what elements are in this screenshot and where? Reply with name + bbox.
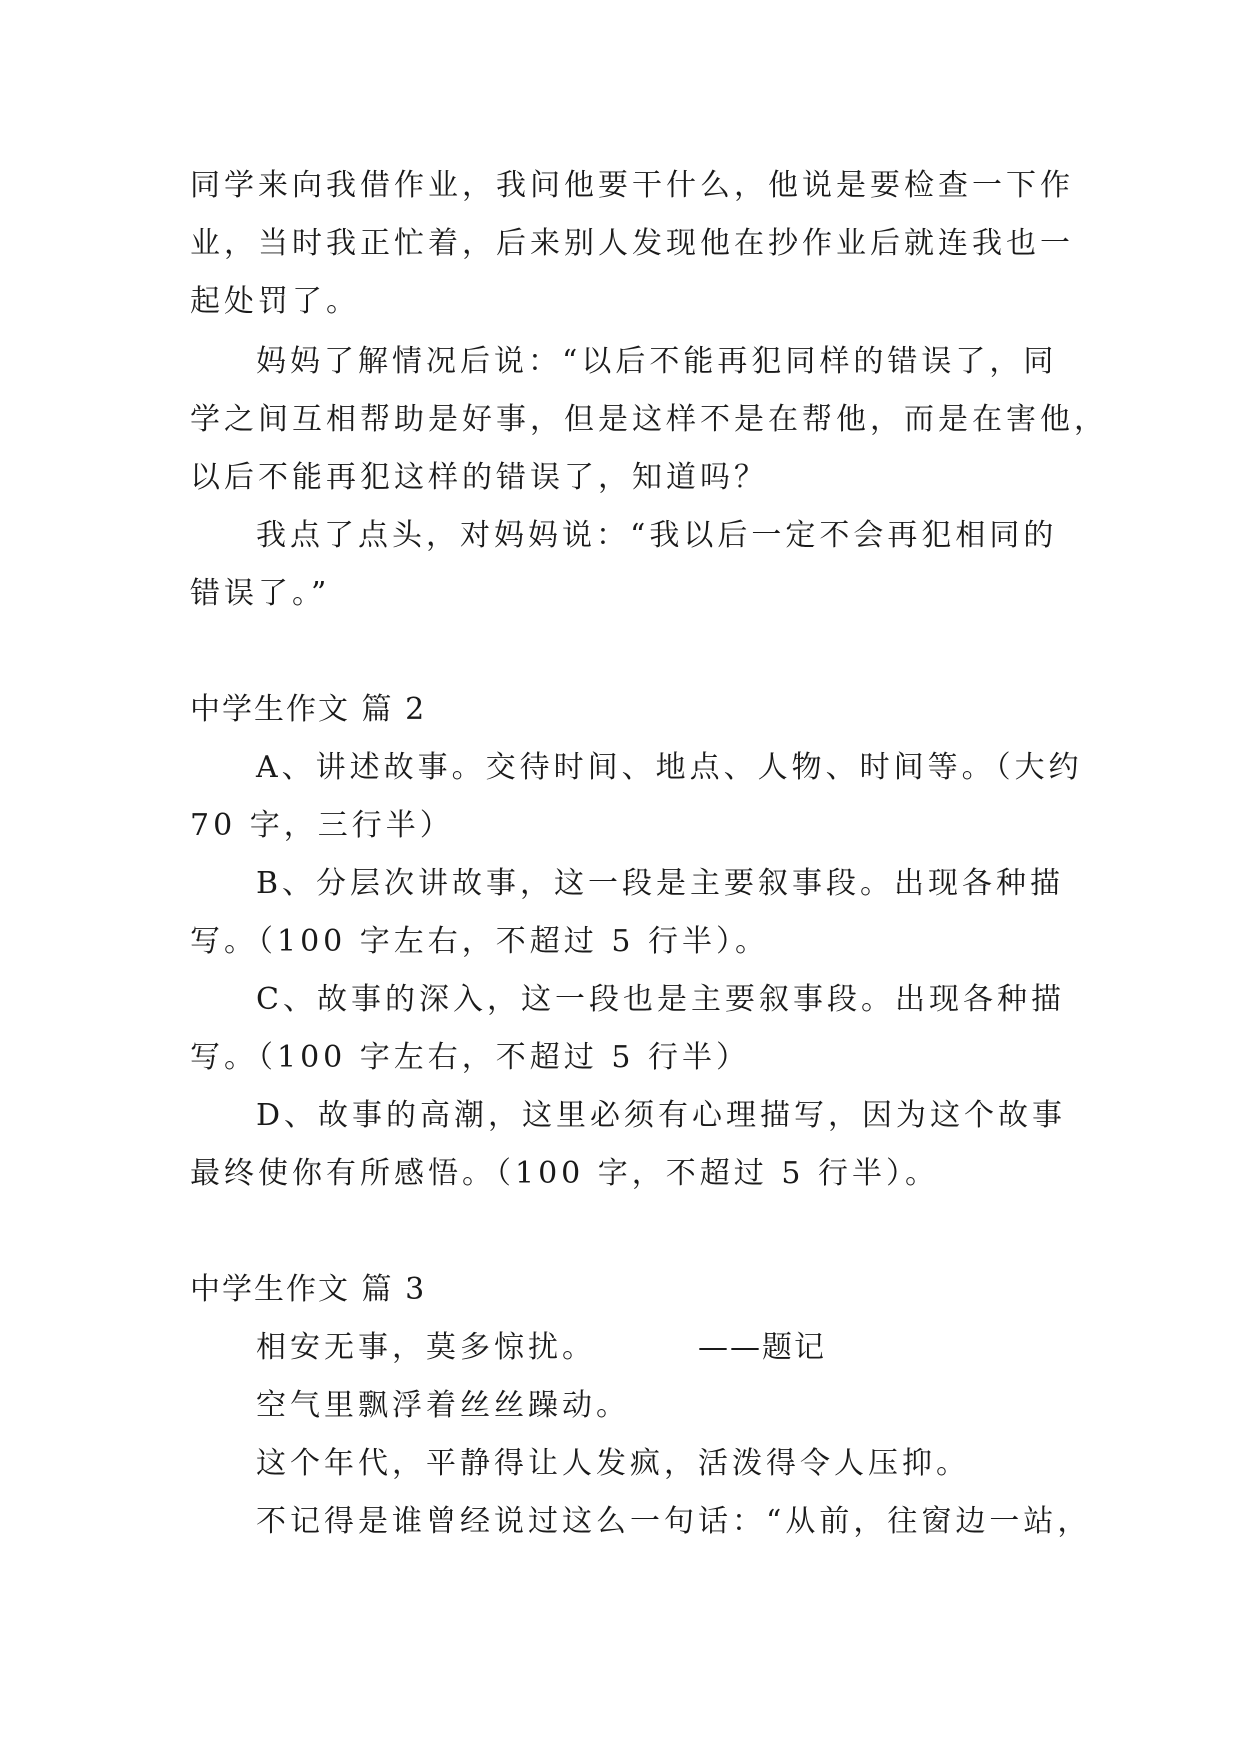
- paragraph-line: 空气里飘浮着丝丝躁动。: [256, 1388, 630, 1423]
- paragraph-line: A、讲述故事。交待时间、地点、人物、时间等。（大约: [256, 750, 1083, 785]
- paragraph-line: 写。（100 字左右，不超过 5 行半）。: [190, 924, 769, 959]
- epigraph-note: ——题记: [698, 1330, 826, 1365]
- paragraph-line: 起处罚了。: [190, 284, 360, 319]
- paragraph-line: 我点了点头，对妈妈说：“我以后一定不会再犯相同的: [256, 518, 1058, 553]
- paragraph-line: 学之间互相帮助是好事，但是这样不是在帮他，而是在害他，: [190, 402, 1108, 437]
- paragraph-line: 错误了。”: [190, 576, 331, 611]
- paragraph-line: 不记得是谁曾经说过这么一句话：“从前，往窗边一站，: [256, 1504, 1092, 1539]
- epigraph: 相安无事，莫多惊扰。: [256, 1330, 596, 1365]
- section-heading-2: 中学生作文 篇 2: [190, 692, 427, 727]
- paragraph-line: 70 字，三行半）: [190, 808, 454, 843]
- section-heading-3: 中学生作文 篇 3: [190, 1272, 427, 1307]
- paragraph-line: 业，当时我正忙着，后来别人发现他在抄作业后就连我也一: [190, 226, 1074, 261]
- paragraph-line: 同学来向我借作业，我问他要干什么，他说是要检查一下作: [190, 168, 1074, 203]
- paragraph-line: 以后不能再犯这样的错误了，知道吗？: [190, 460, 768, 495]
- paragraph-line: 最终使你有所感悟。（100 字，不超过 5 行半）。: [190, 1156, 939, 1191]
- paragraph-line: 写。（100 字左右，不超过 5 行半）: [190, 1040, 750, 1075]
- paragraph-line: D、故事的高潮，这里必须有心理描写，因为这个故事: [256, 1098, 1067, 1133]
- paragraph-line: 妈妈了解情况后说：“以后不能再犯同样的错误了，同: [256, 344, 1058, 379]
- paragraph-line: 这个年代，平静得让人发疯，活泼得令人压抑。: [256, 1446, 970, 1481]
- paragraph-line: B、分层次讲故事，这一段是主要叙事段。出现各种描: [256, 866, 1065, 901]
- paragraph-line: C、故事的深入，这一段也是主要叙事段。出现各种描: [256, 982, 1065, 1017]
